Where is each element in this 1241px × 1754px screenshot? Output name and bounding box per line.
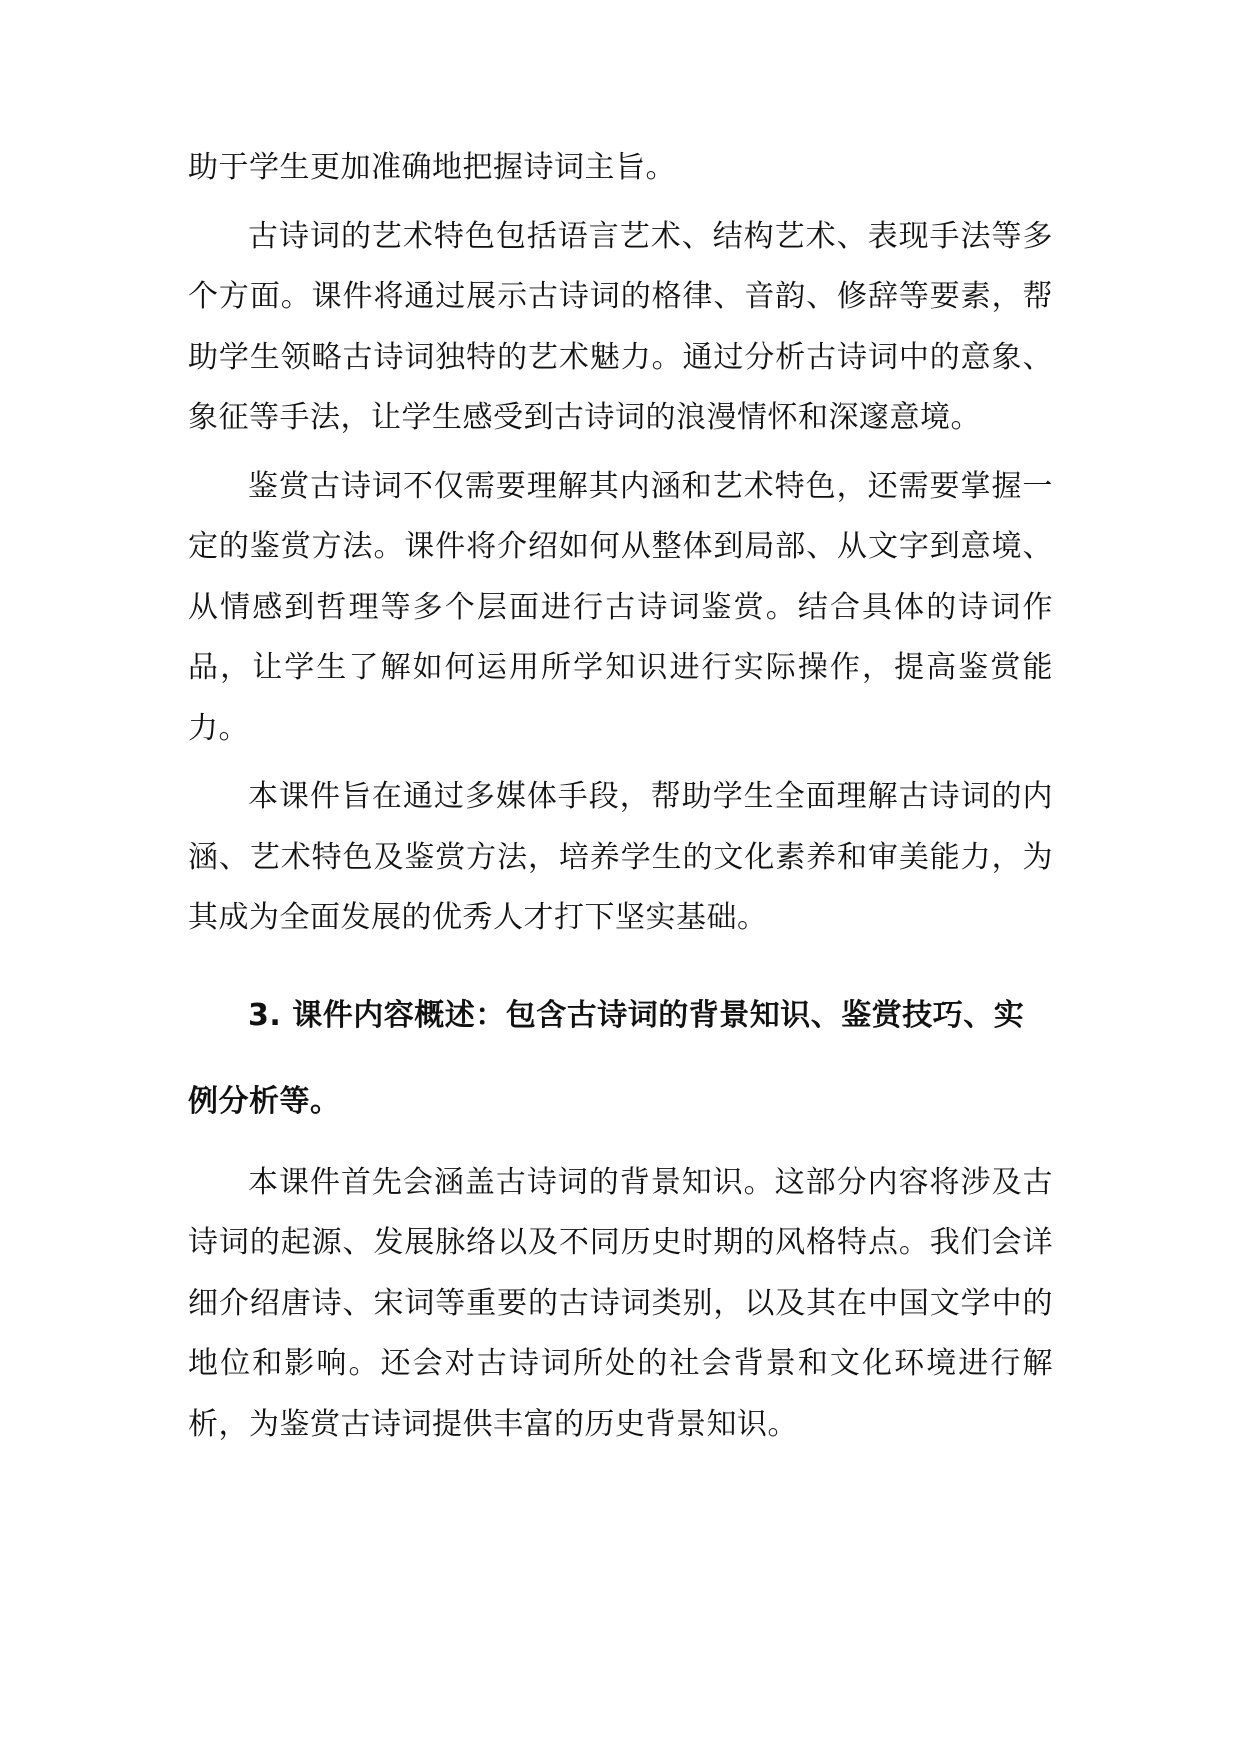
paragraph-continuation: 助于学生更加准确地把握诗词主旨。 <box>188 150 676 185</box>
paragraph-appreciation-methods: 鉴赏古诗词不仅需要理解其内涵和艺术特色，还需要掌握一定的鉴赏方法。课件将介绍如何从整体到局部、从文字到意境、从情感到哲理等多个层面进行古诗词鉴赏。结合具体的诗词作品，让学生了解如何运用所学知识进行实际操作，提高鉴赏能力。 <box>188 468 1053 746</box>
paragraph-background-knowledge: 本课件首先会涵盖古诗词的背景知识。这部分内容将涉及古诗词的起源、发展脉络以及不同历史时期的风格特点。我们会详细介绍唐诗、宋词等重要的古诗词类别，以及其在中国文学中的地位和影响。还会对古诗词所处的社会背景和文化环境进行解析，为鉴赏古诗词提供丰富的历史背景知识。 <box>188 1164 1053 1442</box>
paragraph-courseware-goal: 本课件旨在通过多媒体手段，帮助学生全面理解古诗词的内涵、艺术特色及鉴赏方法，培养学生的文化素养和审美能力，为其成为全面发展的优秀人才打下坚实基础。 <box>188 779 1053 935</box>
paragraph-art-features: 古诗词的艺术特色包括语言艺术、结构艺术、表现手法等多个方面。课件将通过展示古诗词的格律、音韵、修辞等要素，帮助学生领略古诗词独特的艺术魅力。通过分析古诗词中的意象、象征等手法，让学生感受到古诗词的浪漫情怀和深邃意境。 <box>188 218 1053 435</box>
section-heading: 3. 课件内容概述：包含古诗词的背景知识、鉴赏技巧、实例分析等。 <box>188 997 1025 1119</box>
